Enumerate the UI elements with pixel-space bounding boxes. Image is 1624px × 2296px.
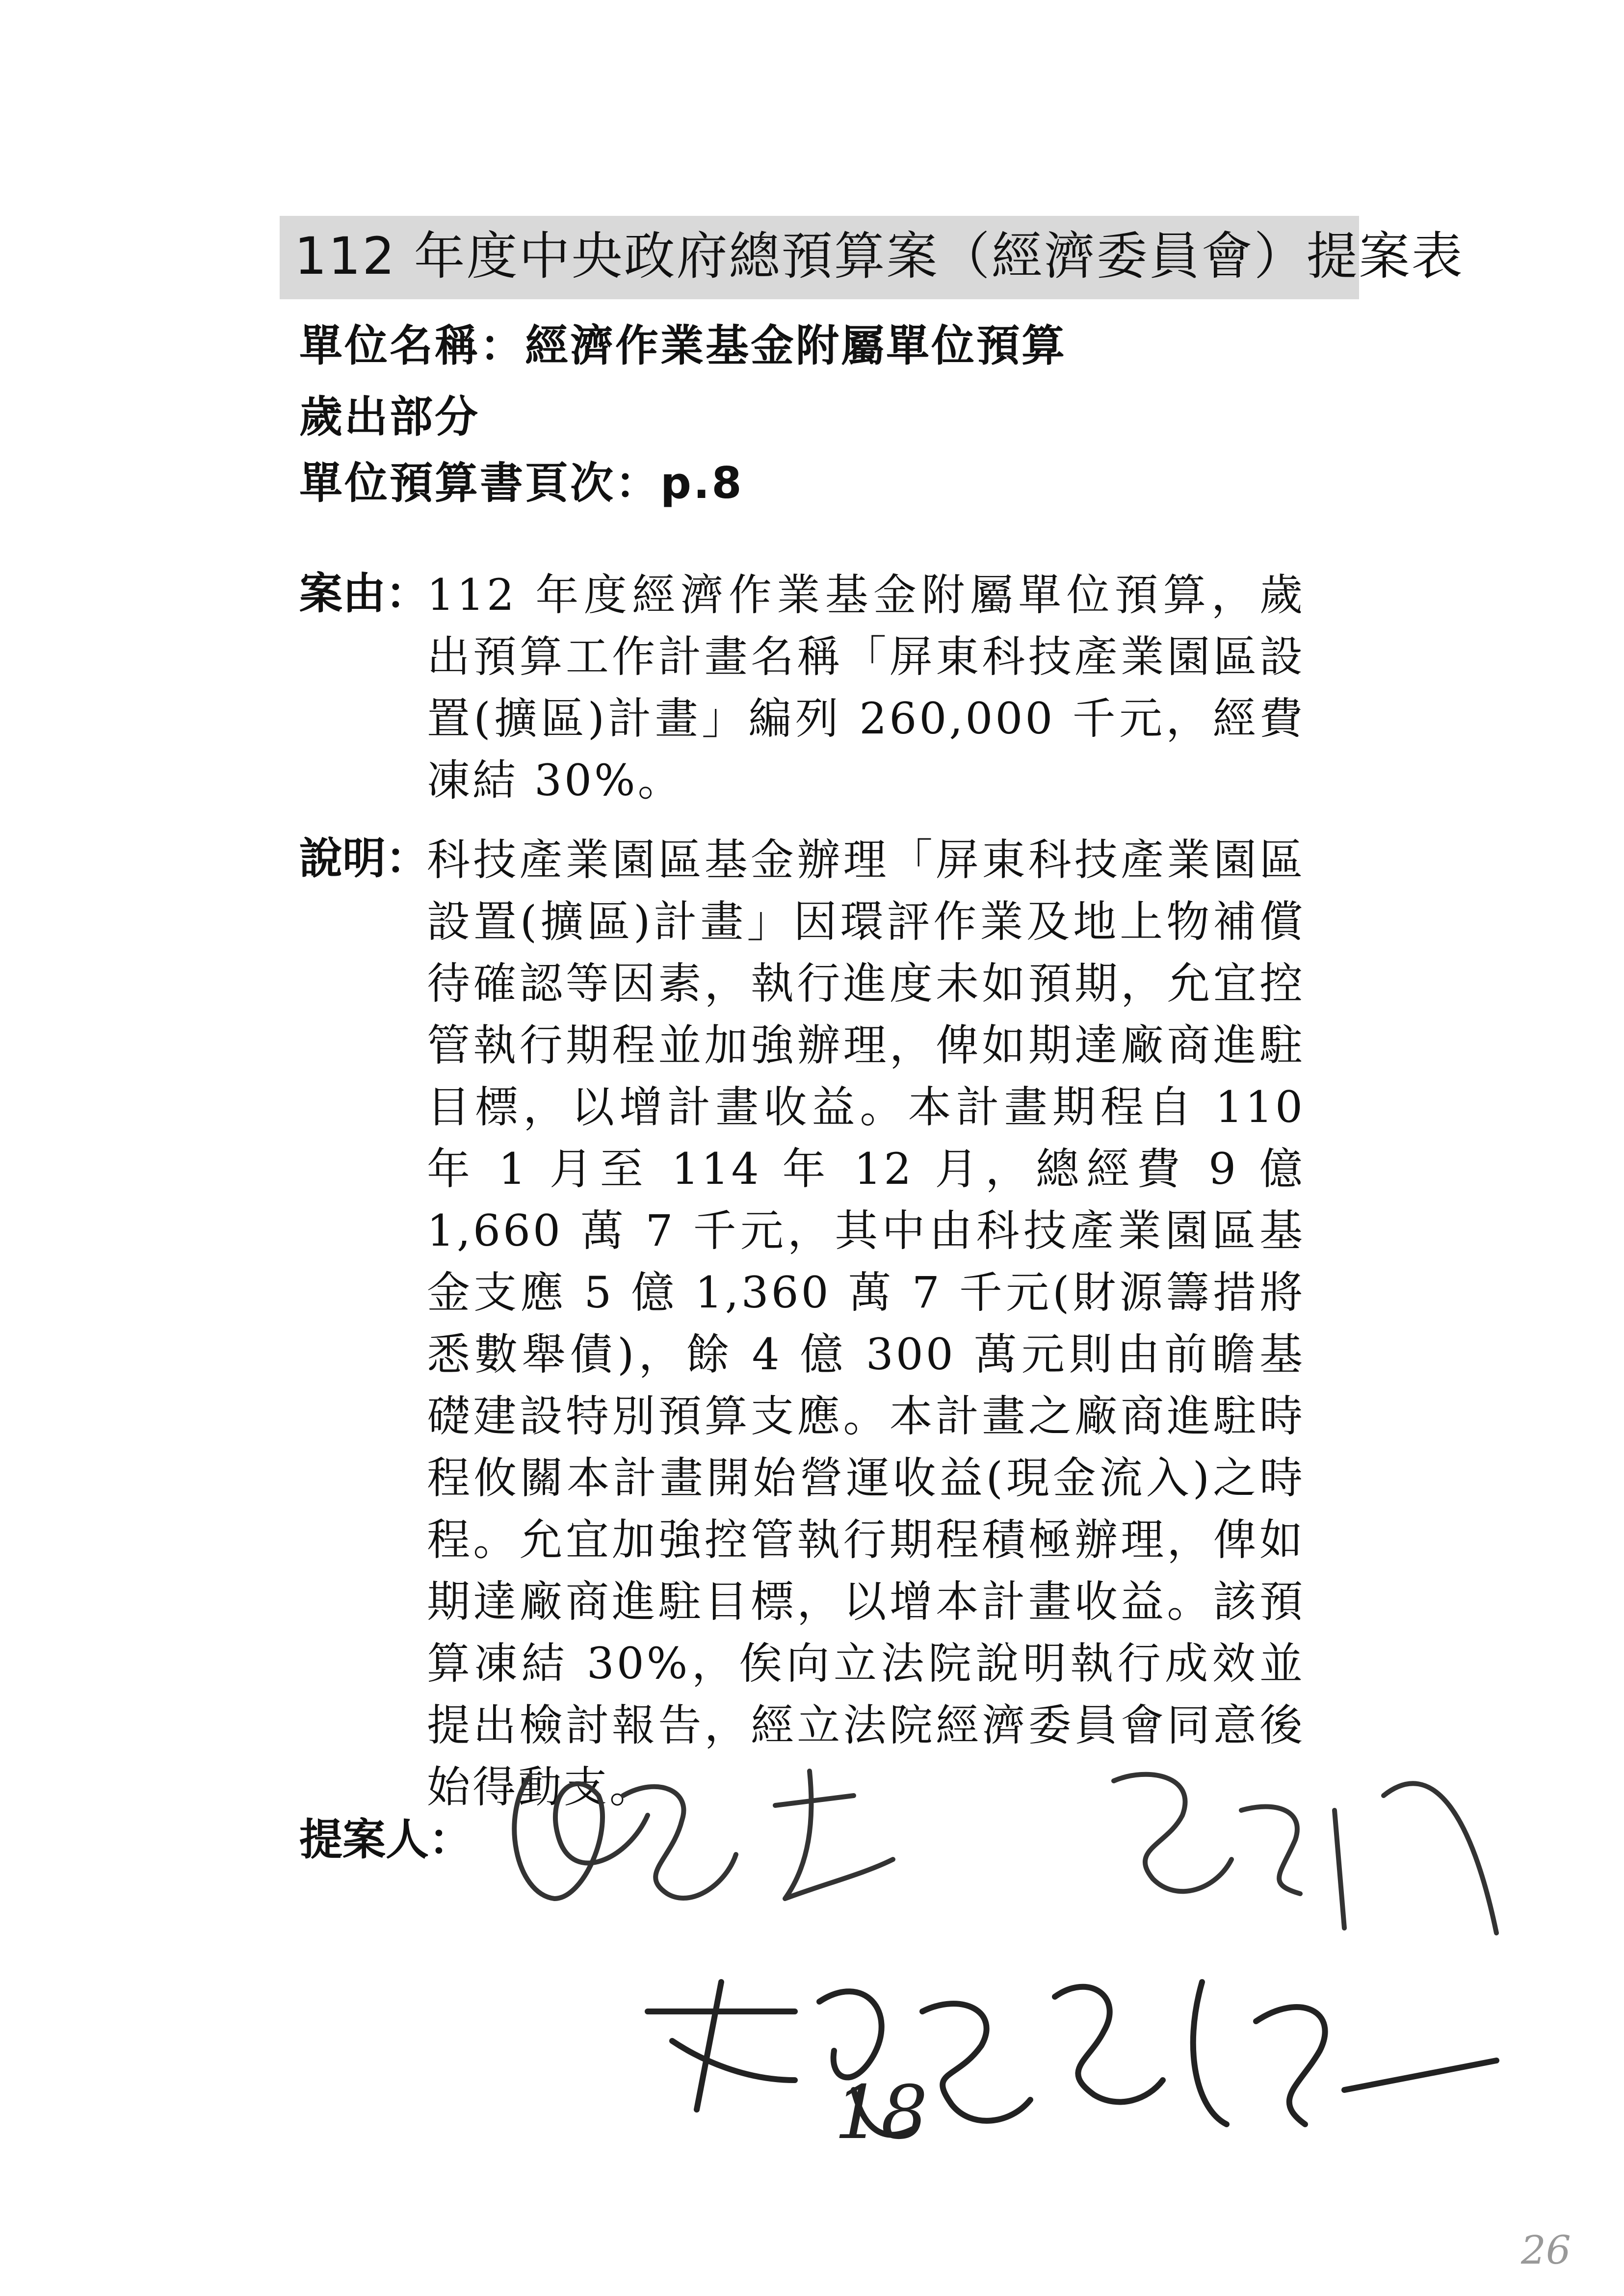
handwritten-signatures — [0, 1737, 1624, 2296]
explanation-text: 科技產業園區基金辦理「屏東科技產業園區設置(擴區)計畫」因環評作業及地上物補償待確認等因素，執行進度未如預期，允宜控管執行期程並加強辦理，俾如期達廠商進駐目標，以增計畫收益。本計畫期程自 110 年 1 月至 114 年 12 月，總經費 9 億 1,660 萬 7 千元，其中由科技產業園區基金支應 5 億 1,360 萬 7 千元(財源籌措將悉數舉債)，餘 4 億 300 萬元則由前瞻基礎建設特別預算支應。本計畫之廠商進駐時程攸關本計畫開始營運收益(現金流入)之時程。允宜加強控管執行期程積極辦理，俾如期達廠商進駐目標，以增本計畫收益。該預算凍結 30%，俟向立法院說明執行成效並提出檢討報告，經立法院經濟委員會同意後始得動支。 — [427, 835, 1305, 1812]
margin-page-number: 26 — [1521, 2227, 1571, 2273]
budget-section: 歲出部分 — [299, 391, 480, 442]
unit-name: 單位名稱：經濟作業基金附屬單位預算 — [299, 320, 1067, 371]
case-text: 112 年度經濟作業基金附屬單位預算，歲出預算工作計畫名稱「屏東科技產業園區設置(擴區)計畫」編列 260,000 千元，經費凍結 30%。 — [427, 570, 1305, 806]
page-number: 18 — [834, 2070, 928, 2156]
proposer-label: 提案人： — [299, 1814, 472, 1865]
case-label: 案由： — [299, 568, 429, 619]
budget-page-reference: 單位預算書頁次：p.8 — [299, 458, 744, 508]
explanation-label: 說明： — [299, 833, 429, 884]
title-banner — [280, 216, 1464, 299]
document-title: 112 年度中央政府總預算案（經濟委員會）提案表 — [294, 226, 1464, 286]
